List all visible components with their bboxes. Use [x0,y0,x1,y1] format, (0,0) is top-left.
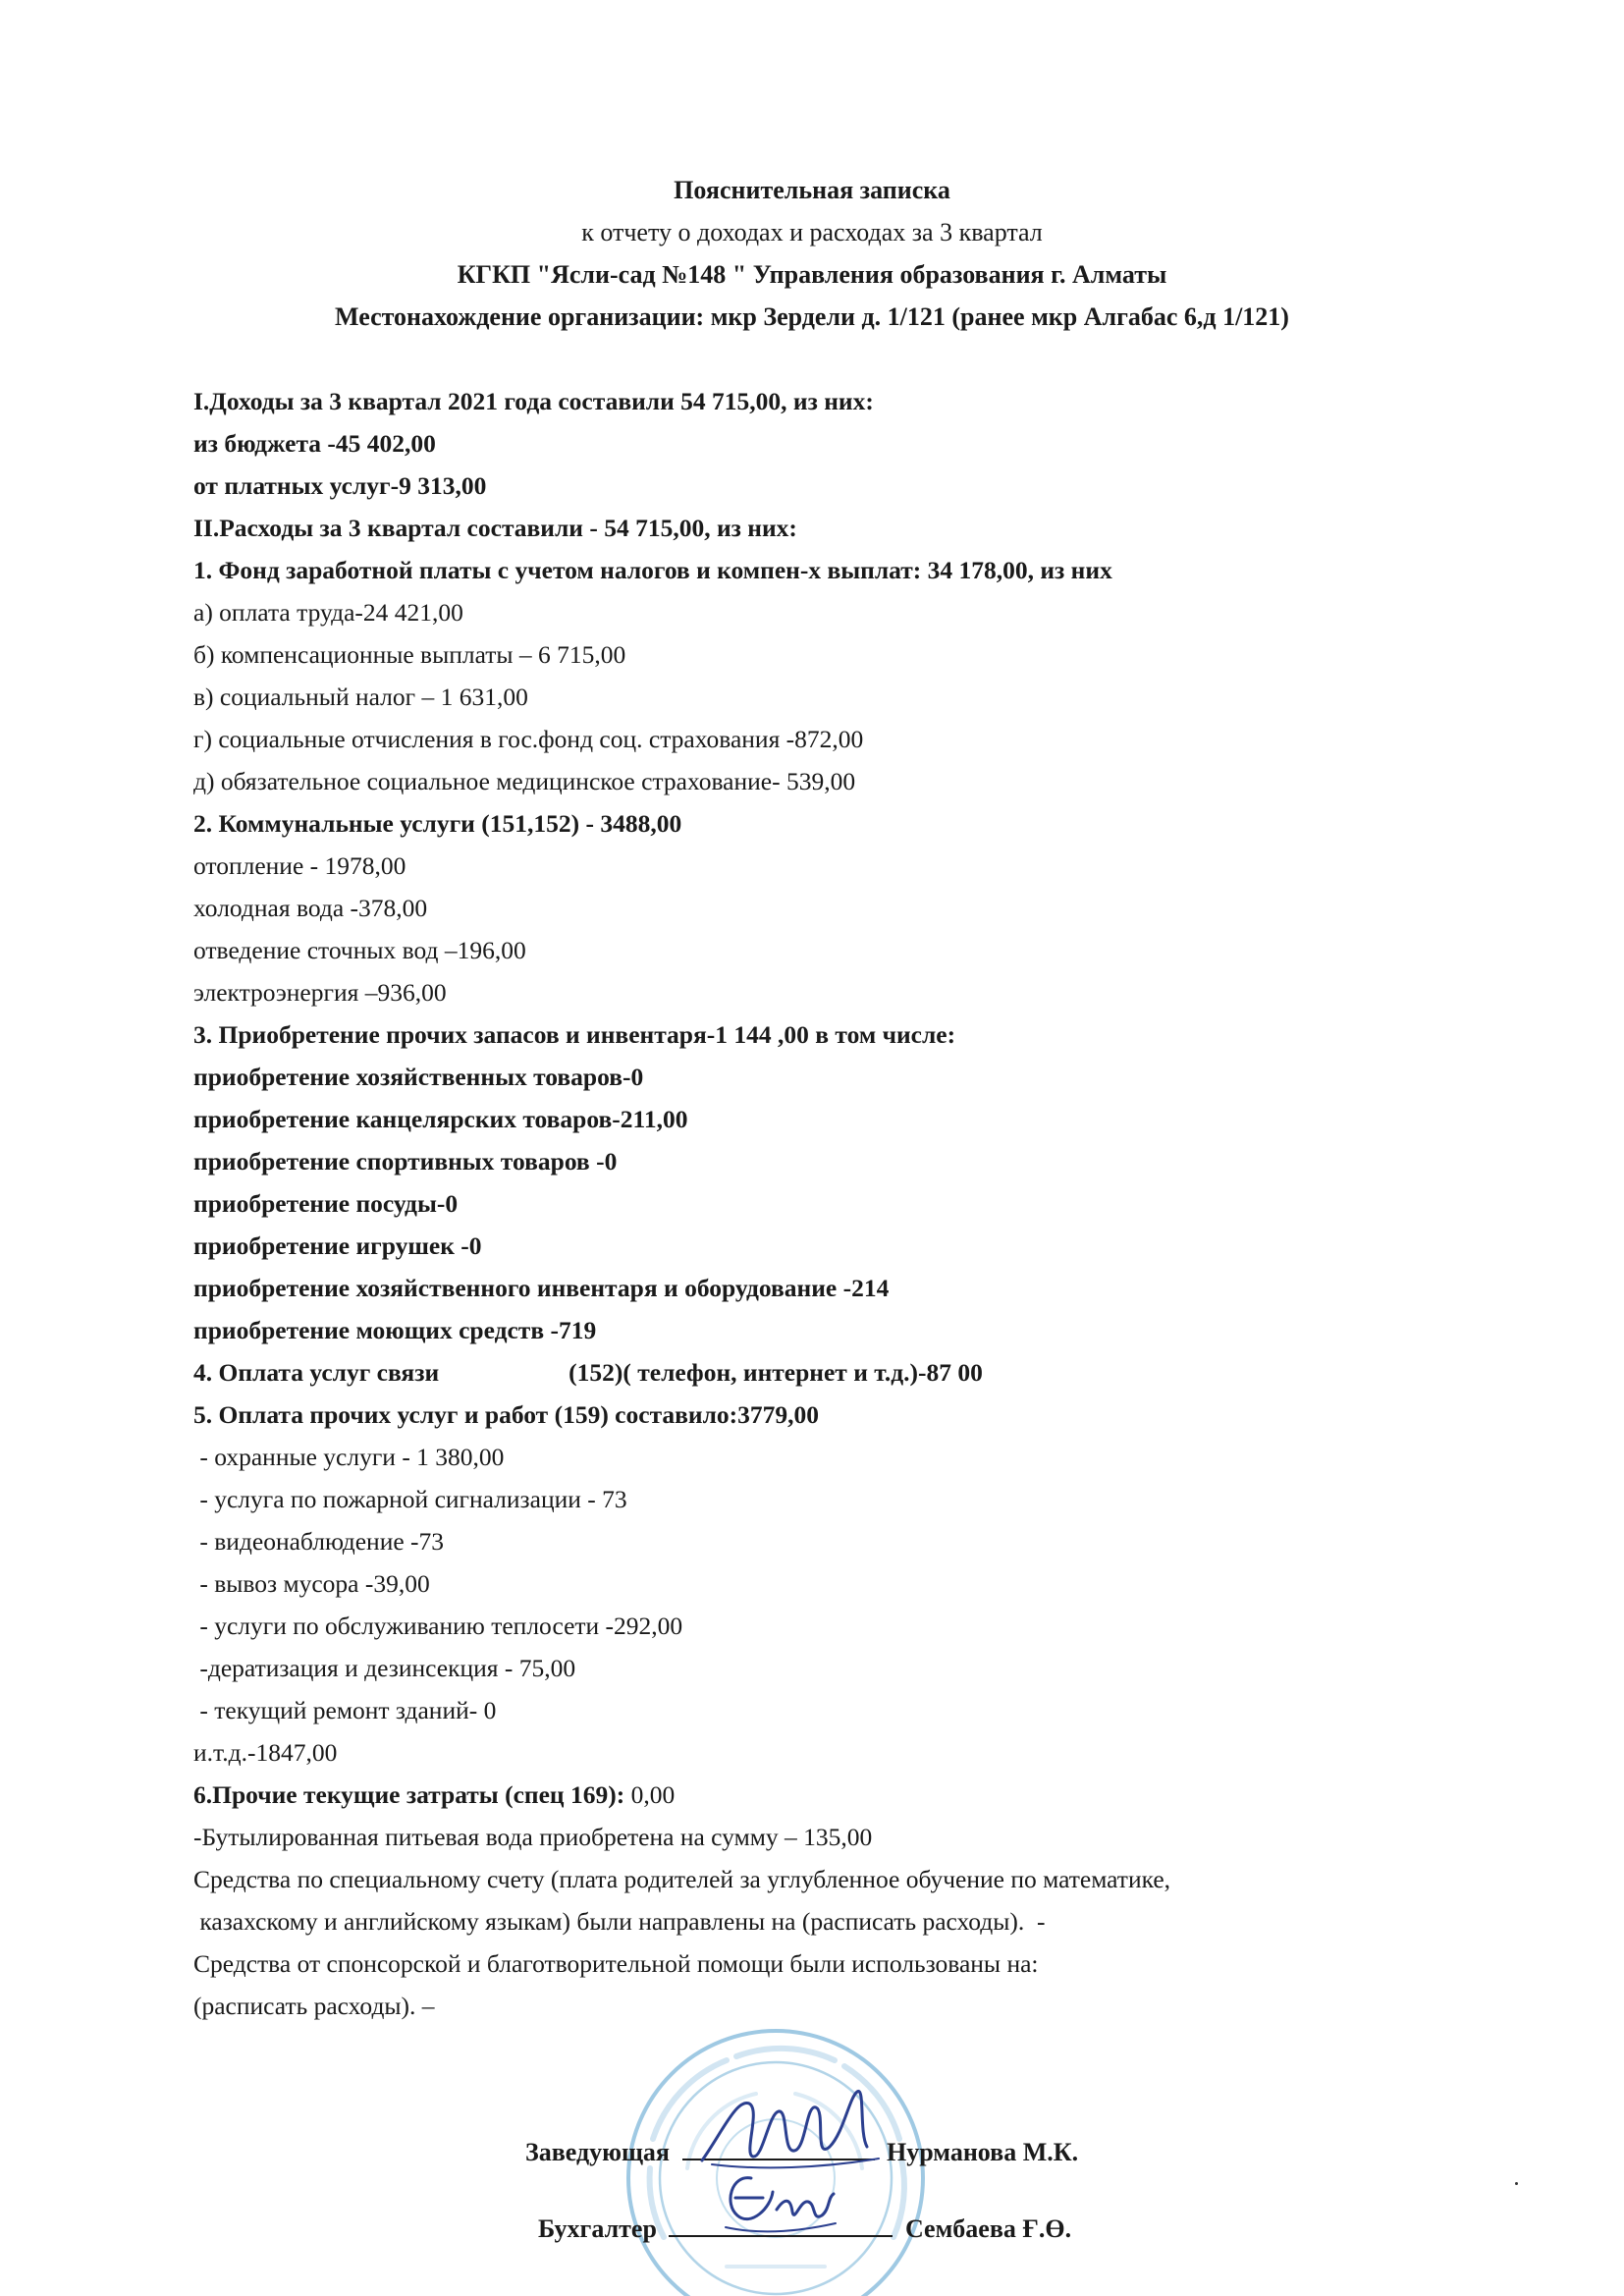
document-header [0,169,1624,338]
other-costs-item: -Бутылированная питьевая вода приобретена на сумму – 135,00 [193,1823,873,1851]
payroll-item: г) социальные отчисления в гос.фонд соц. страхования -872,00 [193,725,864,753]
other-services-item: - вывоз мусора -39,00 [193,1569,430,1598]
other-costs-item: Средства по специальному счету (плата родителей за углубленное обучение по математике, [193,1865,1171,1893]
other-costs-line [193,1774,1489,1816]
payroll-item: б) компенсационные выплаты – 6 715,00 [193,640,626,669]
utilities-item: отопление - 1978,00 [193,851,406,880]
document-subtitle: к отчету о доходах и расходах за 3 квартал [581,218,1043,246]
supplies-item: приобретение игрушек -0 [193,1231,482,1260]
other-services-item: - видеонаблюдение -73 [193,1527,445,1556]
head-title: Заведующая [525,2138,670,2166]
other-costs-heading: 6.Прочие текущие затраты (спец 169): [193,1780,625,1809]
other-costs-item: казахскому и английскому языкам) были направлены на (расписать расходы). - [193,1907,1046,1936]
scan-speck [1515,2182,1518,2185]
supplies-item: приобретение посуды-0 [193,1189,459,1218]
supplies-heading: 3. Приобретение прочих запасов и инвентаря-1 144 ,00 в том числе: [193,1020,956,1049]
organization-name: КГКП "Ясли-сад №148 " Управления образования г. Алматы [457,260,1167,289]
other-costs-value: 0,00 [624,1780,676,1809]
supplies-item: приобретение канцелярских товаров-211,00 [193,1105,688,1133]
document-title: Пояснительная записка [674,176,950,204]
communication-line [193,1351,1489,1394]
other-services-item: - охранные услуги - 1 380,00 [193,1443,505,1471]
utilities-heading: 2. Коммунальные услуги (151,152) - 3488,00 [193,809,682,838]
document-body [193,380,1489,2027]
expenses-heading: II.Расходы за 3 квартал составили - 54 715,00, из них: [193,514,797,542]
utilities-item: отведение сточных вод –196,00 [193,936,526,964]
supplies-item: приобретение моющих средств -719 [193,1316,597,1344]
accountant-title: Бухгалтер [538,2214,657,2243]
other-costs-item: Средства от спонсорской и благотворительной помощи были использованы на: [193,1949,1039,1978]
payroll-heading: 1. Фонд заработной платы с учетом налогов и компен-х выплат: 34 178,00, из них [193,556,1112,584]
accountant-signature-scribble [712,2159,839,2247]
other-services-item: -дератизация и дезинсекция - 75,00 [193,1654,576,1682]
supplies-item: приобретение спортивных товаров -0 [193,1147,618,1175]
income-budget: из бюджета -45 402,00 [193,429,436,458]
payroll-item: д) обязательное социальное медицинское страхование- 539,00 [193,767,856,795]
other-costs-item: (расписать расходы). – [193,1992,435,2020]
other-services-item: - текущий ремонт зданий- 0 [193,1696,497,1724]
utilities-item: электроэнергия –936,00 [193,978,447,1007]
head-name: Нурманова М.К. [887,2138,1079,2166]
supplies-item: приобретение хозяйственного инвентаря и оборудование -214 [193,1274,890,1302]
other-services-item: - услуги по обслуживанию теплосети -292,00 [193,1612,683,1640]
other-services-item: - услуга по пожарной сигнализации - 73 [193,1485,627,1513]
utilities-item: холодная вода -378,00 [193,894,428,922]
other-services-heading: 5. Оплата прочих услуг и работ (159) составило:3779,00 [193,1400,820,1429]
communication-label: 4. Оплата услуг связи [193,1358,440,1387]
communication-detail: (152)( телефон, интернет и т.д.)-87 00 [568,1358,983,1387]
accountant-name: Сембаева Ғ.Ө. [904,2214,1072,2243]
other-services-item: и.т.д.-1847,00 [193,1738,338,1767]
supplies-item: приобретение хозяйственных товаров-0 [193,1063,644,1091]
income-paid-services: от платных услуг-9 313,00 [193,471,487,500]
income-heading: I.Доходы за 3 квартал 2021 года составили 54 715,00, из них: [193,387,874,415]
payroll-item: в) социальный налог – 1 631,00 [193,683,528,711]
organization-location: Местонахождение организации: мкр Зердели д. 1/121 (ранее мкр Алгабас 6,д 1/121) [335,302,1289,331]
payroll-item: а) оплата труда-24 421,00 [193,598,463,627]
